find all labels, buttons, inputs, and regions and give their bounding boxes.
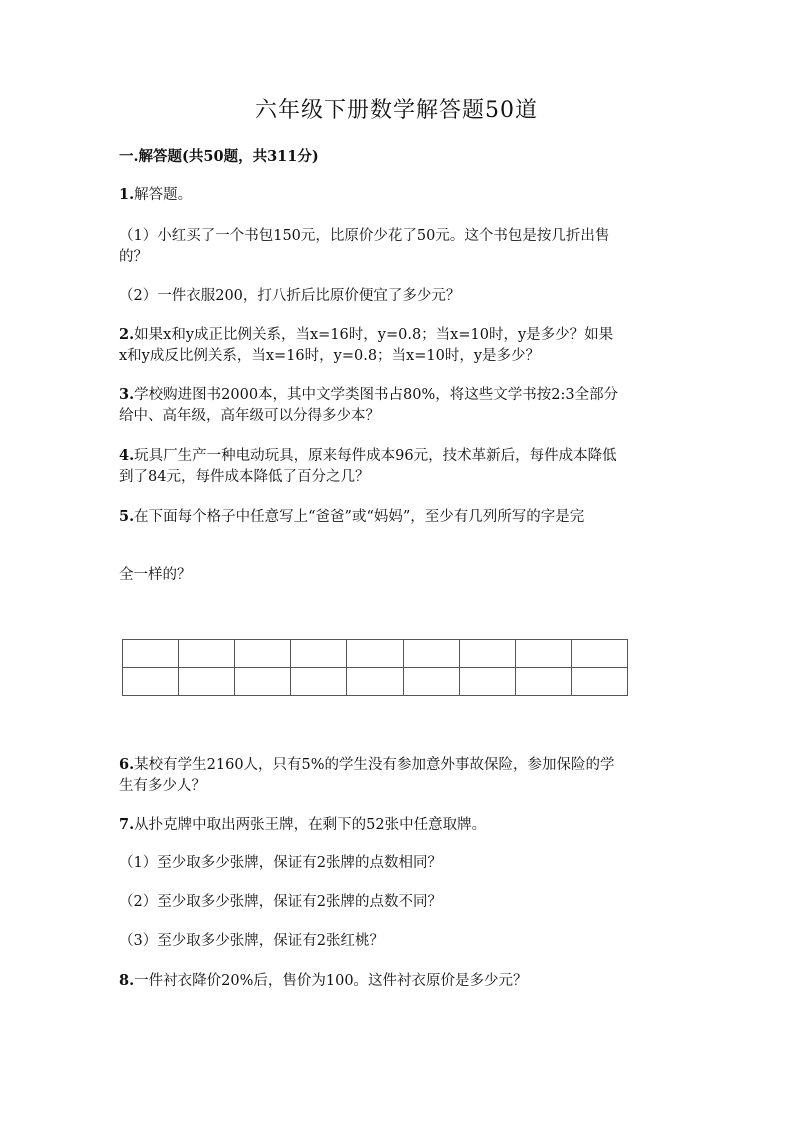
question-1-part-2: （2）一件衣服200，打八折后比原价便宜了多少元？ [119,288,461,304]
grid-cell [515,640,571,668]
grid-row [123,640,628,668]
question-text: 从扑克牌中取出两张王牌，在剩下的52张中任意取牌。 [134,817,487,833]
question-number: 8. [119,972,135,989]
grid-cell [571,640,627,668]
question-7-part-3: （3）至少取多少张牌，保证有2张红桃？ [119,933,384,949]
grid-cell [459,640,515,668]
question-7-part-1: （1）至少取多少张牌，保证有2张牌的点数相同？ [119,855,442,871]
question-2-line-2: x和y成反比例关系，当x=16时，y=0.8；当x=10时，y是多少？ [119,348,541,364]
question-1 [119,184,679,206]
question-3-line-1 [119,384,679,406]
question-text: 解答题。 [134,187,193,203]
question-2-line-1 [119,324,679,346]
grid-cell [403,640,459,668]
question-number: 6. [119,756,135,773]
question-5-line-1 [119,506,679,528]
grid-cell [347,640,403,668]
question-text: 某校有学生2160人，只有5%的学生没有参加意外事故保险，参加保险的学 [134,757,615,773]
grid-cell [235,640,291,668]
question-number: 5. [119,508,135,525]
question-number: 7. [119,816,135,833]
question-number: 2. [119,326,135,343]
grid-row [123,668,628,696]
grid-cell [179,668,235,696]
question-text: 如果x和y成正比例关系，当x=16时，y=0.8；当x=10时，y是多少？如果 [134,327,614,343]
question-text: 一件衬衣降价20%后，售价为100。这件衬衣原价是多少元？ [134,973,528,989]
grid-cell [123,668,179,696]
grid-cell [235,668,291,696]
question-5-line-2: 全一样的？ [119,567,192,583]
question-4-line-1 [119,445,679,467]
grid-cell [515,668,571,696]
question-1-part-1-line-2: 的？ [119,249,148,265]
question-7-part-2: （2）至少取多少张牌，保证有2张牌的点数不同？ [119,894,442,910]
section-heading: 一.解答题(共50题，共311分) [119,148,319,165]
grid-cell [291,668,347,696]
question-6-line-2: 生有多少人？ [119,778,206,794]
question-1-part-1-line-1: （1）小红买了一个书包150元，比原价少花了50元。这个书包是按几折出售 [119,228,610,244]
question-number: 4. [119,447,135,464]
question-number: 1. [119,186,135,203]
question-text: 学校购进图书2000本，其中文学类图书占80%，将这些文学书按2:3全部分 [134,387,619,403]
grid-cell [291,640,347,668]
answer-grid [122,639,628,696]
grid-cell [459,668,515,696]
grid-cell [571,668,627,696]
question-number: 3. [119,386,135,403]
grid-cell [347,668,403,696]
grid-cell [179,640,235,668]
question-8 [119,970,679,992]
question-7 [119,814,679,836]
page-title: 六年级下册数学解答题50道 [255,98,538,123]
question-text: 玩具厂生产一种电动玩具，原来每件成本96元，技术革新后，每件成本降低 [134,448,617,464]
question-6-line-1 [119,754,679,776]
grid-cell [123,640,179,668]
question-4-line-2: 到了84元，每件成本降低了百分之几？ [119,469,370,485]
question-3-line-2: 给中、高年级，高年级可以分得多少本？ [119,408,380,424]
grid-cell [403,668,459,696]
question-text: 在下面每个格子中任意写上“爸爸”或“妈妈”，至少有几列所写的字是完 [134,509,585,525]
